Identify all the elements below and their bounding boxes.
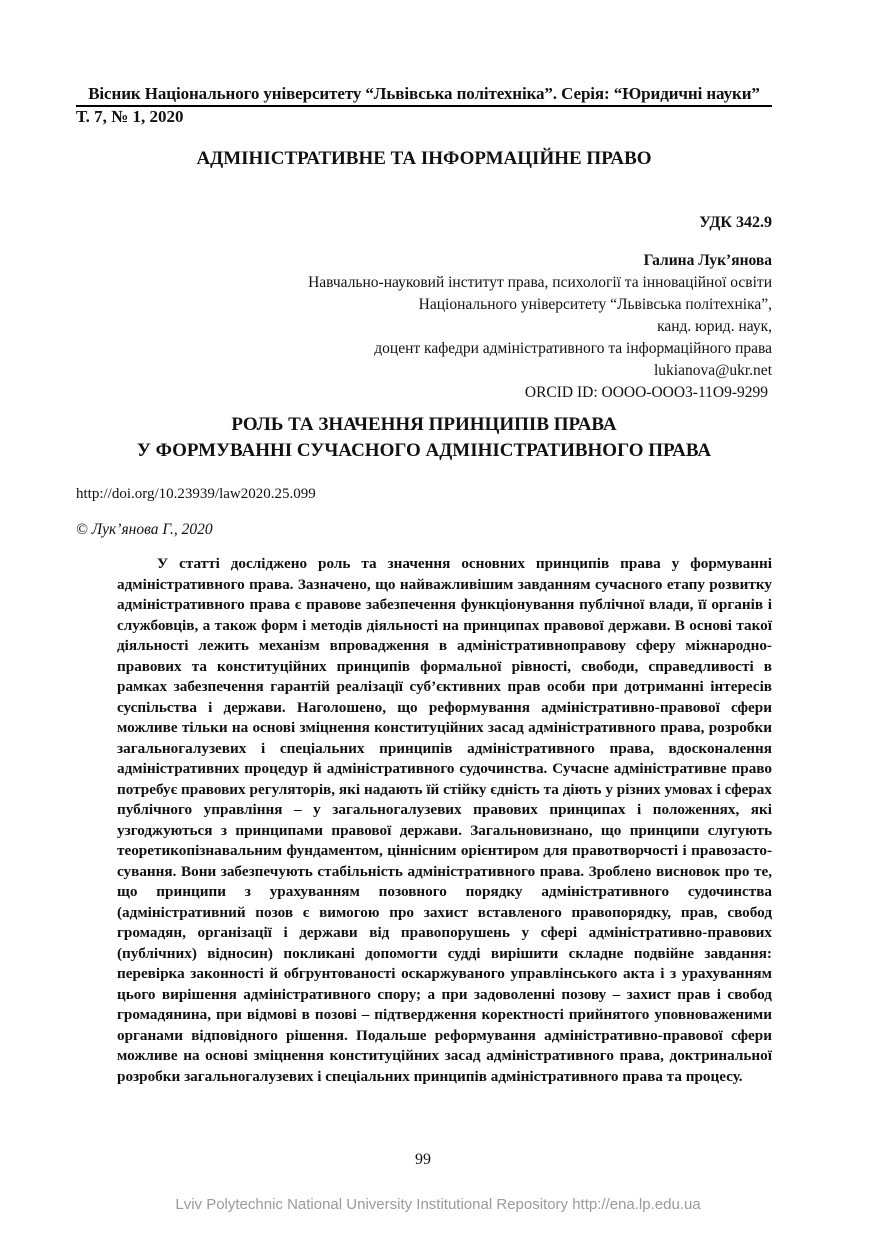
article-title-line: У ФОРМУВАННІ СУЧАСНОГО АДМІНІСТРАТИВНОГО ПРАВА: [136, 440, 712, 461]
repository-footer: Lviv Polytechnic National University Institutional Repository http://ena.lp.edu.ua: [175, 1196, 701, 1213]
author-degree: канд. юрид. наук,: [657, 318, 772, 335]
author-email[interactable]: lukianova@ukr.net: [653, 362, 772, 379]
author-affiliation-line: Навчально-науковий інститут права, психології та інноваційної освіти: [308, 274, 772, 291]
author-name: Галина Лук’янова: [643, 252, 772, 269]
section-title: АДМІНІСТРАТИВНЕ ТА ІНФОРМАЦІЙНЕ ПРАВО: [196, 148, 652, 169]
udk-code: УДК 342.9: [699, 214, 772, 231]
abstract: У статті досліджено роль та значення основних принципів права у формуванні адміністративного права. Зазначено, що найважливішим завданням сучасного етапу розвитку адміністративного права є правове забезпечення функціонування публічної влади, її органів і службовців, а також форм і методів діяльності на принципах правової держави. В основі такої діяльності лежить механізм впровадження в адміністративноправову сферу міжнародно-правових та конституційних принципів формальної рівності, свободи, справедливості в рамках забезпечення гарантій реалізації суб’єктивних прав особи при дотриманні інтересів суспільства і держави. Наголошено, що реформування адміністративно-правової сфери можливе тільки на основі зміцнення конституційних засад адміністративного права, розробки загальногалузевих і спеціальних принципів адміністративного права, вдосконалення адміністративних процедур й адміністративного судочинства. Сучасне адміністративне право потребує правових регуляторів, які надають їй стійку єдність та діють у різних умовах і сферах публічного управління – у загальногалузевих правових принципах і положеннях, які узгоджуються з принципами правової держави. Загальновизнано, що принципи слугують теоретикопізнавальним фундаментом, ціннісним орієнтиром для правотворчості і правозастосування. Вони забезпечують стабільність адміністративного права. Зроблено висновок про те, що принципи з урахуванням позовного порядку адміністративного судочинства (адміністративний позов є вимогою про захист вставленого правопорядку, прав, свобод громадян, організації і держави від правопорушень у сфері адміністративно-правових (публічних) відносин) покликані допомогти судді вирішити складне подвійне завдання: перевірка законності й обгрунтованості оскаржуваного управлінського акта і з урахуванням цього вирішення адміністративного спору; а при задоволенні позову – захист прав і свобод громадянина, при відмові в позові – підтвердження коректності прийнятого уповноваженими органами відповідного рішення. Подальше реформування адміністративно-правової сфери можливе на основі зміцнення конституційних засад адміністративного права, доктринальної розробки загальногалузевих і спеціальних принципів адміністративного права та процесу.: [117, 555, 772, 1085]
author-affiliation-line: Національного університету “Львівська політехніка”,: [418, 296, 772, 313]
author-orcid: ORCID ID: OOOO-OOO3-11O9-9299: [524, 384, 768, 401]
copyright-notice: © Лук’янова Г., 2020: [76, 521, 213, 538]
article-title-line: РОЛЬ ТА ЗНАЧЕННЯ ПРИНЦИПІВ ПРАВА: [231, 414, 617, 435]
journal-volume: Т. 7, № 1, 2020: [76, 107, 184, 126]
author-position: доцент кафедри адміністративного та інформаційного права: [374, 340, 772, 357]
author-block: [308, 250, 772, 404]
journal-title: Вісник Національного університету “Львівська політехніка”. Серія: “Юридичні науки”: [88, 84, 760, 103]
article-title: [76, 412, 772, 464]
doi-link[interactable]: http://doi.org/10.23939/law2020.25.099: [76, 486, 316, 502]
page-number: 99: [415, 1151, 431, 1168]
